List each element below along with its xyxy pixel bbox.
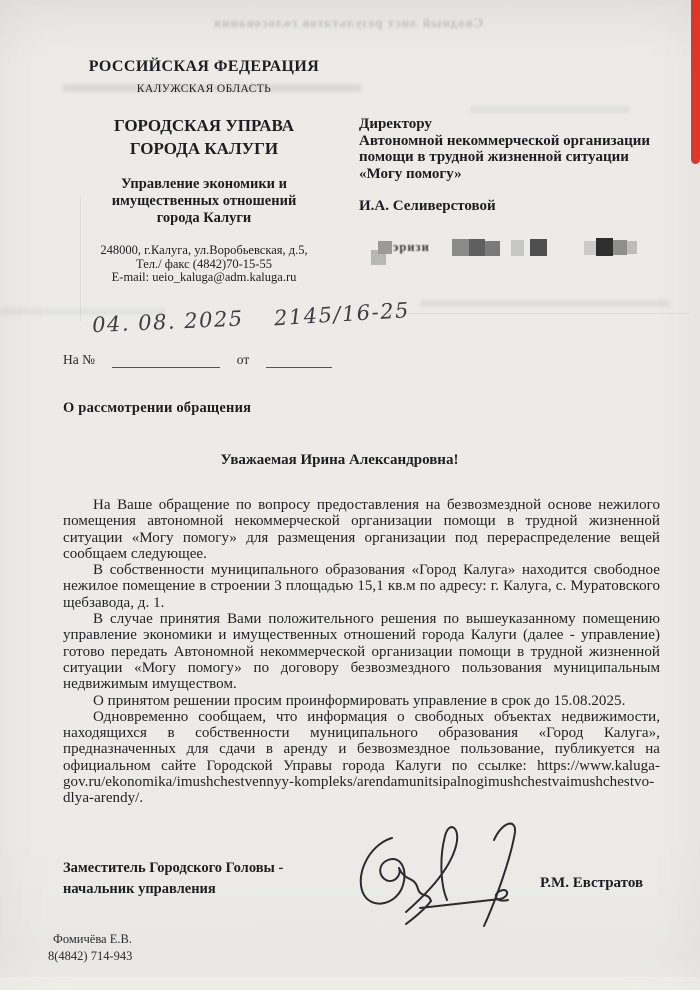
executor-name: Фомичёва Е.В. [53, 932, 132, 946]
letterhead-dept-line3: города Калуги [156, 210, 252, 226]
executor-phone: 8(4842) 714-943 [48, 949, 133, 963]
scan-edge-strip [0, 977, 700, 990]
redaction-pixel-cell [613, 240, 627, 255]
bleedthrough-bar [470, 106, 630, 113]
reference-line [63, 352, 332, 368]
redaction-pixel-cell [627, 241, 637, 254]
recipient-name: И.А. Селиверстовой [359, 198, 496, 215]
signer-position-line2: начальник управления [63, 881, 216, 897]
redaction-pixel-cell [378, 241, 392, 254]
letterhead-dept-line2: имущественных отношений [111, 193, 297, 209]
bleedthrough-mirrored-text: Сводный лист результатов голосования [213, 15, 483, 30]
letterhead-email: E-mail: ueio_kaluga@adm.kaluga.ru [111, 270, 297, 284]
reference-number-blank [112, 353, 220, 368]
na-no-label: На № [63, 352, 95, 367]
body-paragraph-5: Одновременно сообщаем, что информация о свободных объектах недвижимости, находящихся в собственности муниципального образования «Город Калуга», предназначенных для сдачи в аренду и безвозмездное пользование, публикуется на официальном сайте Городской Управы города Калуги по ссылке: https://www.kaluga-gov.ru/ekonomika/imushchestvennyy-kompleks/arendamunitsipalnogimushchestvaimushchestvo-dlya-arendy/. [63, 708, 660, 807]
body-paragraph-1: На Ваше обращение по вопросу предоставления на безвозмездной основе нежилого помещения автономной некоммерческой организации помощи в трудной жизненной ситуации «Могу помогу» для размещения организации под перераспределение вещей сообщаем следующее. [63, 497, 660, 562]
recipient-org-line2: помощи в трудной жизненной ситуации [359, 149, 629, 166]
redaction-pixel-cell [511, 240, 524, 256]
letterhead-org-line1: ГОРОДСКАЯ УПРАВА [113, 116, 295, 135]
redaction-pixel-cell [596, 238, 613, 256]
handwritten-date: 04. 08. 2025 [91, 306, 245, 338]
letterhead-country: РОССИЙСКАЯ ФЕДЕРАЦИЯ [88, 58, 320, 75]
body-paragraph-4: О принятом решении просим проинформировать управление в срок до 15.08.2025. [93, 692, 626, 709]
recipient-org-line3: «Могу помогу» [359, 165, 462, 182]
letterhead-phone: Тел./ факс (4842)70-15-55 [136, 256, 272, 271]
redaction-pixel-cell [469, 239, 485, 256]
redaction-pixel-cell [485, 241, 500, 256]
letter-subject: О рассмотрении обращения [63, 400, 252, 416]
reference-date-blank [266, 353, 332, 368]
body-paragraph-3: В случае принятия Вами положительного решения по вышеуказанному помещению управление экономики и имущественных отношений города Калуги (далее - управление) готово передать Автономной некоммерческой организации помощи в трудной жизненной ситуации «Могу помогу» по договору безвозмездного пользования муниципальным недвижимым имуществом. [63, 611, 660, 693]
letter-body [63, 497, 660, 807]
redaction-pixel-cell [452, 239, 469, 256]
redaction-pixel-cell [584, 241, 596, 255]
scrollbar-thumb[interactable] [691, 0, 700, 164]
ot-label: от [236, 352, 250, 367]
recipient-org-line1: Автономной некоммерческой организации [359, 132, 651, 149]
bleedthrough-bar [420, 300, 670, 307]
letterhead-org-line2: ГОРОДА КАЛУГИ [129, 139, 279, 158]
letterhead-dept-line1: Управление экономики и [120, 176, 288, 192]
signer-position-line1: Заместитель Городского Головы - [63, 860, 284, 876]
signature-handwriting [352, 814, 530, 928]
letterhead-address: 248000, г.Калуга, ул.Воробьевская, д.5, [100, 243, 308, 257]
executor-block [48, 931, 132, 965]
body-paragraph-2: В собственности муниципального образования «Город Калуга» находится свободное нежилое помещение в строении 3 площадью 15,1 кв.м по адресу: г. Калуга, с. Муратовского щебзавода, д. 1. [63, 562, 660, 611]
letterhead [58, 58, 350, 285]
redaction-text-fragment: эризи [393, 240, 430, 254]
handwritten-number: 2145/16-25 [273, 298, 411, 331]
signer-position [63, 858, 283, 900]
signer-name: Р.М. Евстратов [540, 875, 644, 891]
redaction-pixel-cell [530, 239, 547, 256]
handwritten-date-number [91, 298, 411, 338]
letterhead-region: КАЛУЖСКАЯ ОБЛАСТЬ [136, 83, 272, 95]
recipient-title: Директору [359, 116, 432, 132]
bleedthrough-table-line [380, 313, 690, 314]
recipient-block [359, 116, 659, 215]
greeting: Уважаемая Ирина Александровна! [220, 452, 459, 468]
